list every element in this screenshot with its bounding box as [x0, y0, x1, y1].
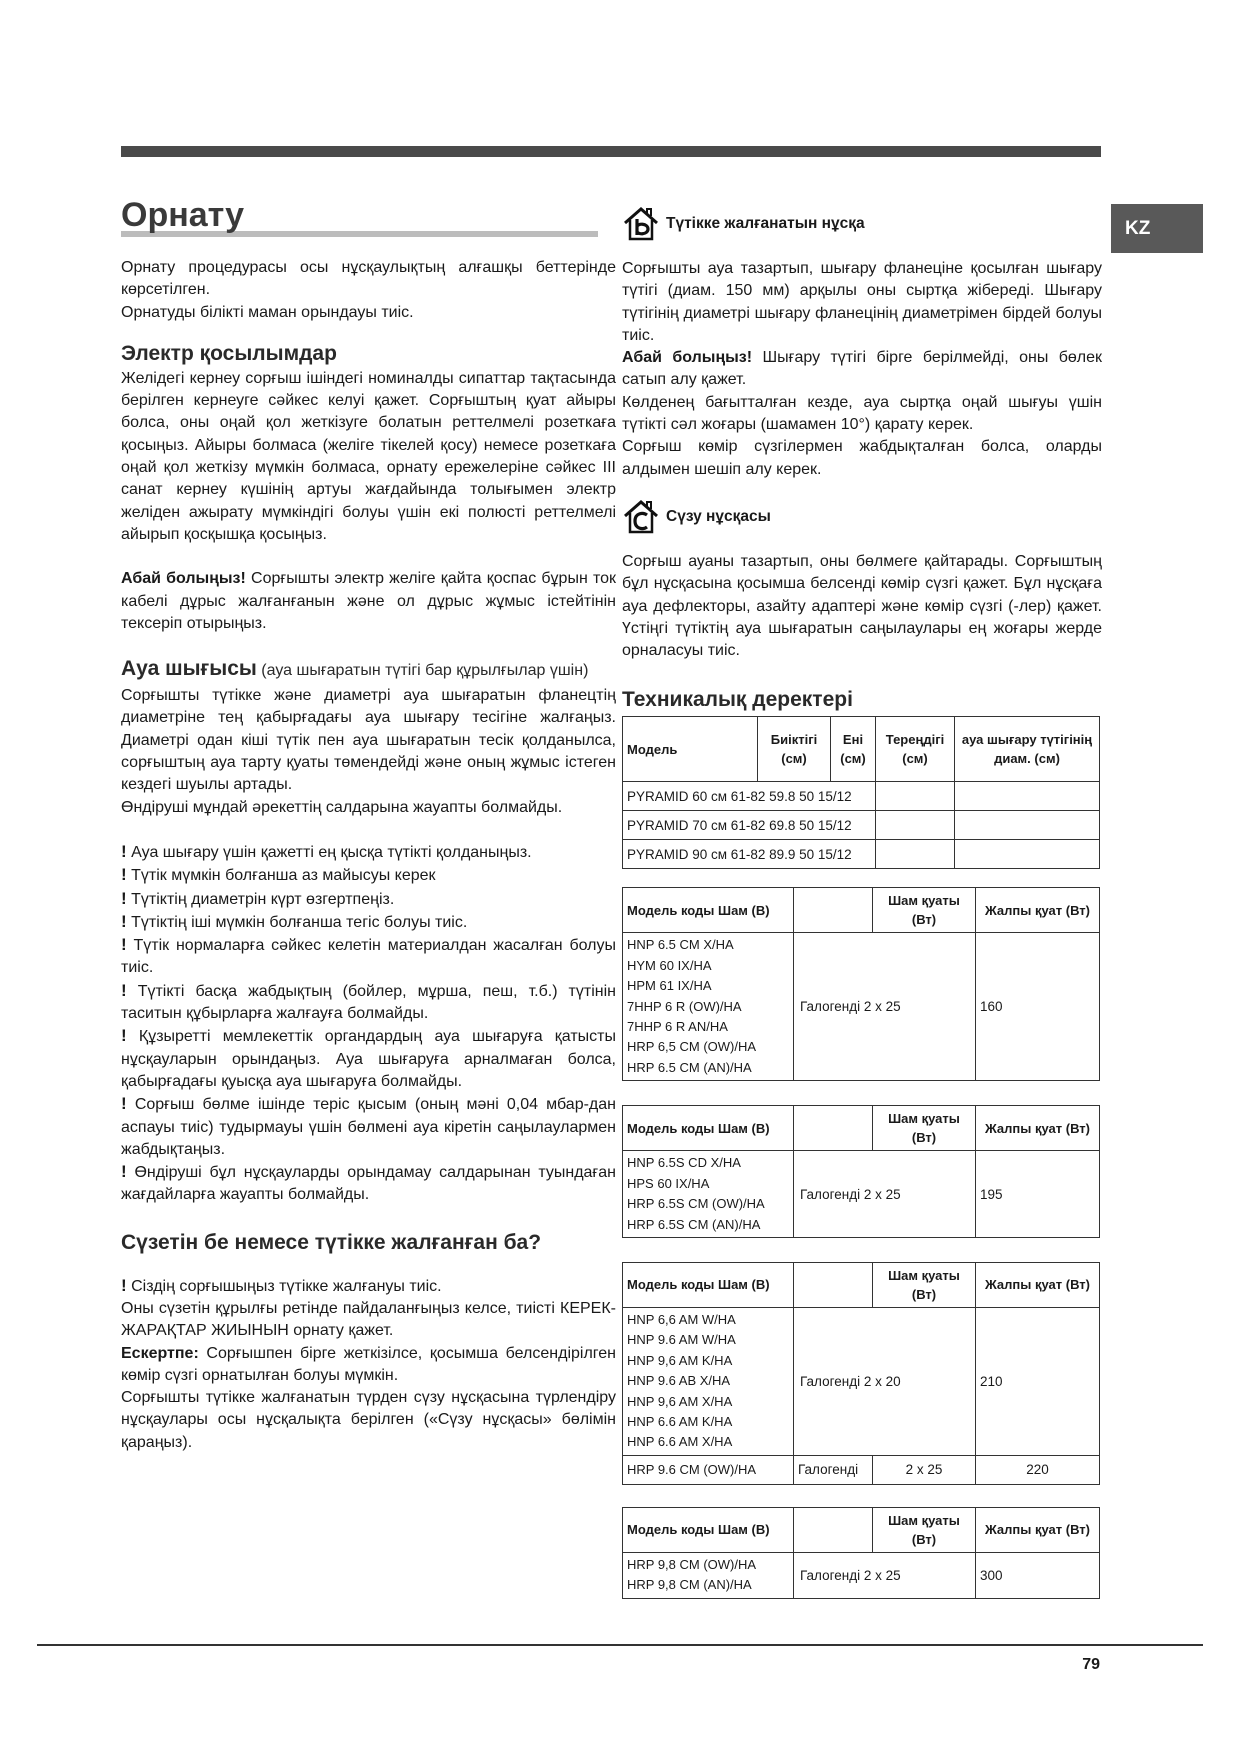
duct-body: Сорғыш көмір сүзгілермен жабдықталған болса, оларды алдымен шешіп алу керек.: [622, 438, 1102, 478]
list-item: [121, 888, 616, 911]
model-code: HYM 60 IX/HA: [627, 957, 712, 973]
filter-note: [121, 1343, 616, 1388]
model-code: HNP 6.5S CD X/HA: [627, 1155, 741, 1171]
model-code: 7HHP 6 R AN/HA: [627, 1019, 728, 1035]
right-column: [622, 204, 1102, 1599]
list-item-text: Түтіктің іші мүмкін болғанша тегіс болуы тиіс.: [131, 913, 468, 931]
filter-body: Сорғыш ауаны тазартып, оны бөлмеге қайтарады. Сорғыштың бұл нұсқасына қосымша белсенді көмір сүзгі қажет. Бұл нұсқаға ауа дефлекторы, азайту адаптері және көмір сүзгі (-лер) қажет. Үстіңгі түтіктің ауа шығаратын саңылаулары ең жоғары жерде орналасуы тиіс.: [622, 552, 1102, 660]
bang-icon: !: [121, 1094, 127, 1114]
table-cell: [876, 811, 955, 840]
model-code: HPM 61 IX/HA: [627, 978, 712, 994]
model-code: HNP 6.6 AM X/HA: [627, 1434, 733, 1450]
note-text: Сорғышпен бірге жеткізілсе, қосымша белсендірілген көмір сүзгі орнатылған болуы мүмкін.: [121, 1344, 616, 1384]
duct-body: Сорғышты ауа тазартып, шығару фланеціне қосылған шығару түтігі (диам. 150 мм) арқылы оны сыртқа жібереді. Шығару түтігінің диаметрі шығару фланецінің диаметрімен бірдей болуы тиіс.: [622, 260, 1102, 344]
model-code: HRP 9,8 CM (AN)/HA: [627, 1577, 752, 1593]
list-item-text: Түтіктің диаметрін күрт өзгертпеңіз.: [131, 890, 395, 908]
model-code: HNP 9,6 AM K/HA: [627, 1352, 733, 1368]
model-code: HRP 6.5 CM (AN)/HA: [627, 1059, 752, 1075]
bang-icon: !: [121, 935, 127, 955]
left-column: [121, 196, 616, 1454]
lamp-cell: Галогенді 2 x 25: [794, 1151, 976, 1238]
model-code: HNP 6.5 CM X/HA: [627, 937, 734, 953]
model-codes-cell: [623, 933, 794, 1081]
caution-label: Абай болыңыз!: [622, 349, 753, 367]
language-tab: KZ: [1111, 204, 1203, 253]
total-power-cell: 300: [976, 1552, 1100, 1598]
table-row: [623, 811, 1100, 840]
caution-text: Сорғышты электр желіге қайта қоспас бұрын ток кабелі дұрыс жалғанғанын және ол дұрыс жұмыс істейтінін тексеріп отырыңыз.: [121, 570, 616, 632]
table-cell: PYRAMID 60 см 61-82 59.8 50 15/12: [623, 782, 876, 811]
model-code: HRP 6.5S CM (OW)/HA: [627, 1196, 765, 1212]
model-code: HNP 6.6 AM K/HA: [627, 1413, 733, 1429]
ducted-house-icon: [622, 205, 660, 243]
table-header-cell: Жалпы қуат (Вт): [976, 1106, 1100, 1151]
total-power-cell: 160: [976, 933, 1100, 1081]
air-body: Сорғышты түтікке және диаметрі ауа шығаратын фланецтің диаметріне тең қабырғадағы ауа шығару тесігіне жалғаңыз. Диаметрі одан кіші түтік пен ауа шығаратын тесік қолданылса, сорғыштың ауа тарту қуаты төмендейді және оның жұмыс істеген кездегі шуылы артады.: [121, 687, 616, 794]
filter-house-icon: [622, 498, 660, 536]
list-item-text: Түтік нормаларға сәйкес келетін материалдан жасалған болуы тиіс.: [121, 937, 617, 977]
table-header-cell: Жалпы қуат (Вт): [976, 888, 1100, 933]
table-header-cell: Ені (см): [831, 717, 876, 782]
table-header-cell: Шам қуаты (Вт): [873, 1507, 976, 1552]
electric-body: Желідегі кернеу сорғыш ішіндегі номиналды сипаттар тақтасында берілген кернеуге сәйкес келуі қажет. Сорғыштың қуат айыры болса, оны оңай қол жеткізуге болатын реттелмелі розеткаға қосыңыз. Айыры болмаса (желіге тікелей қосу) немесе розеткаға оңай қол жеткізу мүмкін болмаса, орнату ережелеріне сәйкес III санат кернеу күшінің артуы жағдайында толығымен электр желіден ажырату мүмкіндігі болуы үшін екі полюсті реттелмелі айырып қосқышқа қосыңыз.: [121, 369, 616, 543]
model-code: HRP 9,8 CM (OW)/HA: [627, 1556, 757, 1572]
lamp-cell: Галогенді 2 x 25: [794, 1552, 976, 1598]
table-header-cell: Биіктігі (см): [758, 717, 831, 782]
filter-question-heading: Сүзетін бе немесе түтікке жалғанған ба?: [121, 1230, 542, 1254]
duct-heading: [622, 204, 1102, 244]
list-item-text: Сорғыш бөлме ішінде теріс қысым (оның мәні 0,04 мбар-дан аспауы тиіс) тудырмауы үшін бөлмені ауа кіретін саңылаулармен жабдықтаңыз.: [121, 1096, 616, 1158]
table-header-cell: Шам қуаты (Вт): [873, 1106, 976, 1151]
filter-heading: [622, 497, 1102, 537]
table-header-row: [623, 1262, 1100, 1307]
total-power-cell: 195: [976, 1151, 1100, 1238]
table-header-cell: [794, 1262, 873, 1307]
list-item-text: Ауа шығару үшін қажетті ең қысқа түтікті қолданыңыз.: [131, 843, 532, 861]
table-header-cell: Жалпы қуат (Вт): [976, 1262, 1100, 1307]
table-row: [623, 1307, 1100, 1455]
top-rule: [121, 146, 1101, 157]
list-item: [121, 934, 616, 980]
bang-icon: !: [121, 888, 127, 908]
table-cell: Галогенді: [794, 1455, 873, 1484]
duct-caution: [622, 347, 1102, 392]
list-item: [121, 864, 616, 887]
table-header-cell: ауа шығару түтігінің диам. (см): [955, 717, 1100, 782]
air-heading: [121, 655, 616, 685]
list-item-text: Түтік мүмкін болғанша аз майысуы керек: [131, 867, 436, 885]
bang-icon: !: [121, 1162, 127, 1182]
table-header-cell: Модель коды Шам (В): [623, 1262, 794, 1307]
electric-heading: Электр қосылымдар: [121, 341, 337, 365]
table-header-cell: Модель коды Шам (В): [623, 888, 794, 933]
table-header-cell: Модель коды Шам (В): [623, 1106, 794, 1151]
air-body: Өндіруші мұндай әрекеттің салдарына жауапты болмайды.: [121, 798, 563, 816]
list-item: [121, 1093, 616, 1161]
list-item: [121, 1025, 616, 1093]
filter-heading-text: Сүзу нұсқасы: [666, 507, 771, 525]
duct-body: Көлденең бағытталған кезде, ауа сыртқа оңай шығуы үшін түтікті сәл жоғары (шамамен 10°) қарату керек.: [622, 393, 1102, 434]
model-code: HPS 60 IX/HA: [627, 1175, 710, 1191]
bang-icon: !: [121, 980, 127, 1000]
air-heading-note: (ауа шығаратын түтігі бар құрылғылар үшін): [256, 662, 589, 680]
list-item-text: Құзыретті мемлекеттік органдардың ауа шығаруға қатысты нұсқауларын орындаңыз. Ауа шығаруға арналмаған болса, қабырғадағы қуысқа ауа шығаруға болмайды.: [121, 1028, 616, 1090]
model-code: HNP 6,6 AM W/HA: [627, 1311, 736, 1327]
table-header-cell: Модель коды Шам (В): [623, 1507, 794, 1552]
model-code: HNP 9.6 AM W/HA: [627, 1332, 736, 1348]
bang-icon: !: [121, 1275, 127, 1295]
table-cell: [876, 782, 955, 811]
caution-text: Шығару түтігі бірге берілмейді, оны бөлек сатып алу қажет.: [622, 349, 1103, 389]
table-header-row: [623, 888, 1100, 933]
list-item-text: Түтікті басқа жабдықтың (бойлер, мұрша, пеш, т.б.) түтінін таситын құбырларға жалғауға болмайды.: [121, 982, 616, 1023]
air-bullets: [121, 841, 616, 1207]
table-header-row: [623, 717, 1100, 782]
lamp-cell: Галогенді 2 x 20: [794, 1307, 976, 1455]
list-item: [121, 1275, 616, 1298]
bang-icon: !: [121, 911, 127, 931]
list-item: [121, 841, 616, 864]
lamp-table: [622, 1105, 1100, 1238]
table-header-row: [623, 1106, 1100, 1151]
lamp-cell: Галогенді 2 x 25: [794, 933, 976, 1081]
filter-body: Сорғышты түтікке жалғанатын түрден сүзу нұсқасына түрлендіру нұсқаулары осы нұсқалықта берілген («Сүзу нұсқасы» бөлімін қараңыз).: [121, 1389, 616, 1451]
filter-body: Оны сүзетін құрылғы ретінде пайдаланғыңыз келсе, тиісті КЕРЕК-ЖАРАҚТАР ЖИЫНЫН орнату қажет.: [121, 1299, 616, 1340]
caution-label: Абай болыңыз!: [121, 570, 246, 588]
list-item: [121, 980, 616, 1026]
table-cell: PYRAMID 90 см 61-82 89.9 50 15/12: [623, 840, 876, 869]
model-code: HRP 6,5 CM (OW)/HA: [627, 1039, 757, 1055]
model-code: 7HHP 6 R (OW)/HA: [627, 998, 742, 1014]
lamp-table: [622, 1507, 1100, 1599]
table-cell: [955, 840, 1100, 869]
tech-heading: Техникалық деректері: [622, 688, 853, 712]
table-row: [623, 1552, 1100, 1598]
list-item-text: Сіздің сорғышыңыз түтікке жалғануы тиіс.: [131, 1277, 442, 1295]
table-header-cell: Модель: [623, 717, 758, 782]
table-row: [623, 840, 1100, 869]
table-header-cell: [794, 1507, 873, 1552]
air-heading-text: Ауа шығысы: [121, 657, 257, 681]
total-power-cell: 210: [976, 1307, 1100, 1455]
table-row: [623, 782, 1100, 811]
table-row: [623, 1455, 1100, 1484]
note-label: Ескертпе:: [121, 1344, 199, 1362]
model-code: HRP 6.5S CM (AN)/HA: [627, 1216, 761, 1232]
table-cell: [955, 811, 1100, 840]
table-header-cell: Шам қуаты (Вт): [873, 1262, 976, 1307]
table-header-cell: [794, 888, 873, 933]
model-codes-cell: [623, 1552, 794, 1598]
intro-paragraph: Орнату процедурасы осы нұсқаулықтың алғашқы беттерінде көрсетілген.: [121, 259, 616, 299]
table-cell: [876, 840, 955, 869]
page-number: 79: [1082, 1656, 1100, 1673]
table-header-row: [623, 1507, 1100, 1552]
intro-paragraph: Орнатуды білікті маман орындауы тиіс.: [121, 303, 414, 321]
model-codes-cell: [623, 1307, 794, 1455]
table-row: [623, 1151, 1100, 1238]
list-item-text: Өндіруші бұл нұсқауларды орындамау салдарынан туындаған жағдайларға жауапты болмайды.: [121, 1164, 616, 1204]
model-code: HNP 9.6 AB X/HA: [627, 1373, 731, 1389]
table-cell: 220: [976, 1455, 1100, 1484]
bang-icon: !: [121, 1026, 127, 1046]
lamp-table: [622, 1262, 1100, 1485]
list-item: [121, 911, 616, 934]
electric-caution: [121, 568, 616, 635]
list-item: [121, 1161, 616, 1207]
lamp-table: [622, 887, 1100, 1081]
dimensions-table: [622, 716, 1100, 869]
bang-icon: !: [121, 841, 127, 861]
table-header-cell: Тереңдігі (см): [876, 717, 955, 782]
model-codes-cell: [623, 1151, 794, 1238]
table-header-cell: [794, 1106, 873, 1151]
model-code: HNP 9,6 AM X/HA: [627, 1393, 733, 1409]
table-cell: [955, 782, 1100, 811]
table-cell: 2 x 25: [873, 1455, 976, 1484]
table-header-cell: Жалпы қуат (Вт): [976, 1507, 1100, 1552]
duct-heading-text: Түтікке жалғанатын нұсқа: [666, 215, 865, 232]
bottom-rule: [37, 1644, 1203, 1646]
bang-icon: !: [121, 865, 127, 885]
table-cell: PYRAMID 70 см 61-82 69.8 50 15/12: [623, 811, 876, 840]
table-header-cell: Шам қуаты (Вт): [873, 888, 976, 933]
page-title: Орнату: [121, 196, 245, 234]
model-code: HRP 9.6 CM (OW)/HA: [623, 1455, 794, 1484]
table-row: [623, 933, 1100, 1081]
